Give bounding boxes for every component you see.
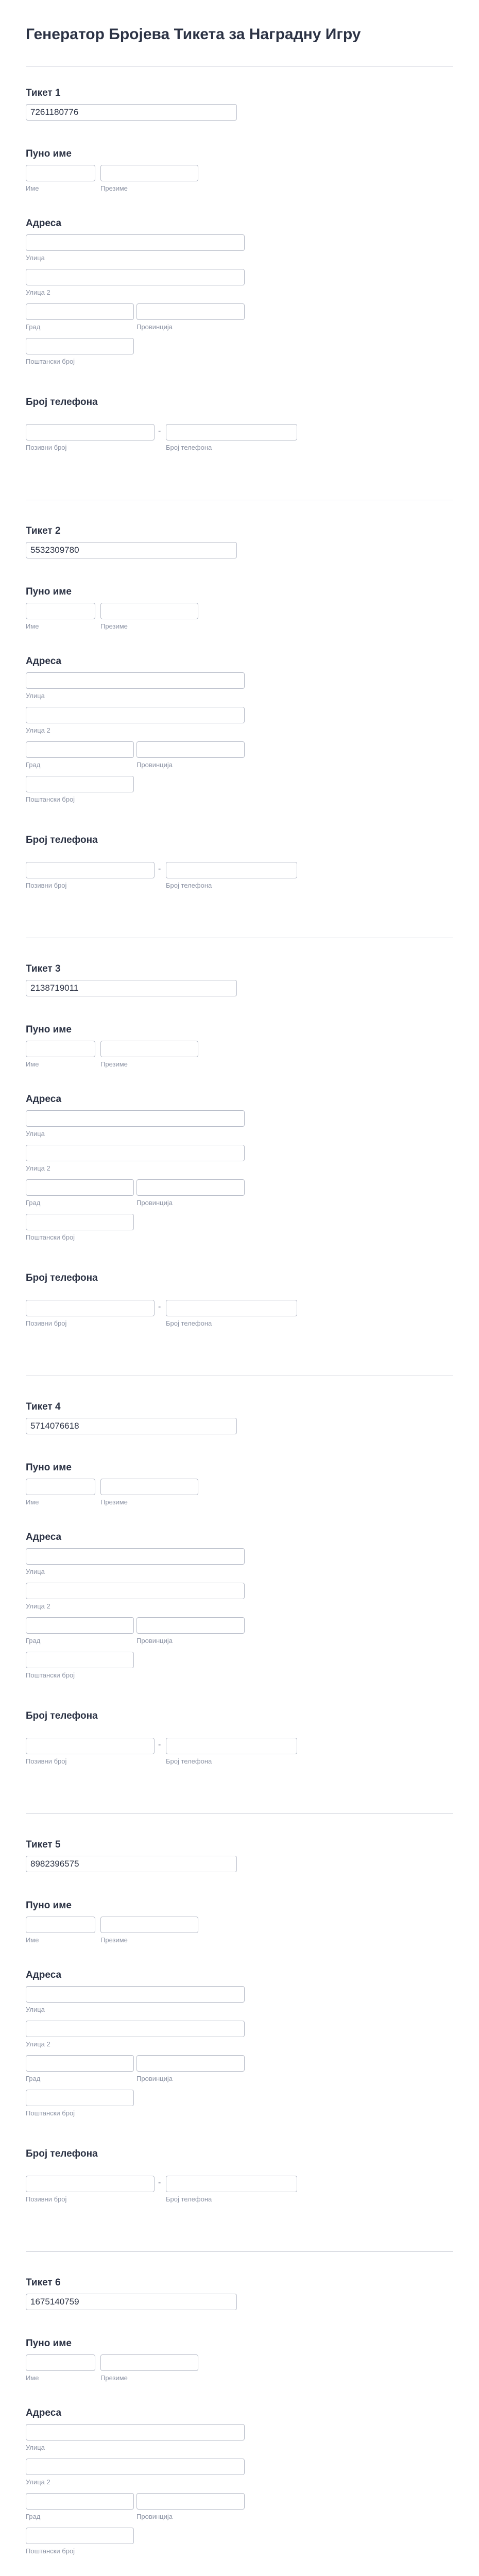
phone-label: Број телефона xyxy=(26,835,98,845)
first-name-input[interactable] xyxy=(26,1479,95,1495)
city-sublabel: Град xyxy=(26,2513,41,2520)
first-name-sublabel: Име xyxy=(26,184,39,192)
city-input[interactable] xyxy=(26,303,134,320)
street-sublabel: Улица xyxy=(26,1130,45,1138)
last-name-sublabel: Презиме xyxy=(100,1060,128,1068)
ticket-section-6 xyxy=(26,2257,453,2576)
postal-code-input[interactable] xyxy=(26,776,134,792)
first-name-sublabel: Име xyxy=(26,2374,39,2382)
phone-number-sublabel: Број телефона xyxy=(166,2195,212,2203)
phone-label: Број телефона xyxy=(26,1710,98,1721)
street2-sublabel: Улица 2 xyxy=(26,1164,50,1172)
province-sublabel: Провинција xyxy=(136,2513,173,2520)
province-input[interactable] xyxy=(136,741,245,758)
street-input[interactable] xyxy=(26,1110,245,1127)
last-name-sublabel: Презиме xyxy=(100,622,128,630)
ticket-label: Тикет 5 xyxy=(26,1839,61,1850)
city-input[interactable] xyxy=(26,2055,134,2072)
postal-code-input[interactable] xyxy=(26,1214,134,1230)
city-input[interactable] xyxy=(26,1617,134,1634)
postal-code-sublabel: Поштански број xyxy=(26,1233,75,1241)
last-name-input[interactable] xyxy=(100,603,198,619)
ticket-number-input[interactable] xyxy=(26,2294,237,2310)
ticket-number-input[interactable] xyxy=(26,980,237,996)
last-name-input[interactable] xyxy=(100,1479,198,1495)
area-code-input[interactable] xyxy=(26,2176,155,2192)
postal-code-sublabel: Поштански број xyxy=(26,2109,75,2117)
phone-label: Број телефона xyxy=(26,2148,98,2159)
area-code-sublabel: Позивни број xyxy=(26,1319,67,1327)
address-label: Адреса xyxy=(26,1532,62,1543)
city-input[interactable] xyxy=(26,2493,134,2510)
phone-number-input[interactable] xyxy=(166,2176,297,2192)
first-name-input[interactable] xyxy=(26,1041,95,1057)
ticket-section-1 xyxy=(26,67,453,505)
ticket-label: Тикет 4 xyxy=(26,1401,61,1412)
phone-dash: - xyxy=(158,1740,161,1749)
address-label: Адреса xyxy=(26,656,62,667)
province-input[interactable] xyxy=(136,2493,245,2510)
last-name-sublabel: Презиме xyxy=(100,2374,128,2382)
ticket-section-4 xyxy=(26,1381,453,1819)
street-input[interactable] xyxy=(26,2424,245,2441)
phone-label: Број телефона xyxy=(26,1273,98,1283)
area-code-input[interactable] xyxy=(26,424,155,440)
province-input[interactable] xyxy=(136,1617,245,1634)
ticket-label: Тикет 3 xyxy=(26,963,61,974)
first-name-sublabel: Име xyxy=(26,1498,39,1506)
city-sublabel: Град xyxy=(26,2075,41,2082)
last-name-input[interactable] xyxy=(100,1917,198,1933)
ticket-section-3 xyxy=(26,943,453,1381)
ticket-label: Тикет 2 xyxy=(26,526,61,536)
province-sublabel: Провинција xyxy=(136,761,173,769)
province-input[interactable] xyxy=(136,2055,245,2072)
first-name-sublabel: Име xyxy=(26,1060,39,1068)
street-sublabel: Улица xyxy=(26,1568,45,1575)
street-sublabel: Улица xyxy=(26,692,45,700)
phone-dash: - xyxy=(158,2178,161,2187)
ticket-number-input[interactable] xyxy=(26,1418,237,1434)
ticket-number-input[interactable] xyxy=(26,1856,237,1872)
full-name-label: Пуно име xyxy=(26,1900,72,1911)
street2-input[interactable] xyxy=(26,269,245,285)
area-code-sublabel: Позивни број xyxy=(26,882,67,889)
province-input[interactable] xyxy=(136,1179,245,1196)
first-name-input[interactable] xyxy=(26,2354,95,2371)
province-sublabel: Провинција xyxy=(136,2075,173,2082)
street-input[interactable] xyxy=(26,1548,245,1565)
city-sublabel: Град xyxy=(26,323,41,331)
street-input[interactable] xyxy=(26,1986,245,2003)
first-name-sublabel: Име xyxy=(26,622,39,630)
street2-input[interactable] xyxy=(26,2021,245,2037)
address-label: Адреса xyxy=(26,2408,62,2418)
address-label: Адреса xyxy=(26,1970,62,1980)
phone-dash: - xyxy=(158,1302,161,1311)
area-code-input[interactable] xyxy=(26,1300,155,1316)
address-label: Адреса xyxy=(26,218,62,229)
last-name-sublabel: Презиме xyxy=(100,184,128,192)
street-sublabel: Улица xyxy=(26,2444,45,2451)
phone-number-sublabel: Број телефона xyxy=(166,882,212,889)
phone-label: Број телефона xyxy=(26,397,98,408)
phone-number-sublabel: Број телефона xyxy=(166,1757,212,1765)
postal-code-sublabel: Поштански број xyxy=(26,358,75,365)
last-name-input[interactable] xyxy=(100,1041,198,1057)
full-name-label: Пуно име xyxy=(26,1462,72,1473)
phone-number-sublabel: Број телефона xyxy=(166,1319,212,1327)
first-name-sublabel: Име xyxy=(26,1936,39,1944)
ticket-label: Тикет 1 xyxy=(26,88,61,98)
city-input[interactable] xyxy=(26,1179,134,1196)
street2-sublabel: Улица 2 xyxy=(26,289,50,296)
phone-dash: - xyxy=(158,865,161,873)
last-name-sublabel: Презиме xyxy=(100,1936,128,1944)
postal-code-sublabel: Поштански број xyxy=(26,1671,75,1679)
area-code-input[interactable] xyxy=(26,862,155,878)
street2-input[interactable] xyxy=(26,707,245,723)
phone-dash: - xyxy=(158,427,161,435)
street2-sublabel: Улица 2 xyxy=(26,2040,50,2048)
area-code-sublabel: Позивни број xyxy=(26,444,67,451)
city-input[interactable] xyxy=(26,741,134,758)
ticket-section-5 xyxy=(26,1819,453,2257)
postal-code-sublabel: Поштански број xyxy=(26,795,75,803)
last-name-input[interactable] xyxy=(100,165,198,181)
area-code-input[interactable] xyxy=(26,1738,155,1754)
street-sublabel: Улица xyxy=(26,254,45,262)
ticket-number-input[interactable] xyxy=(26,104,237,121)
phone-number-input[interactable] xyxy=(166,1738,297,1754)
first-name-input[interactable] xyxy=(26,165,95,181)
city-sublabel: Град xyxy=(26,1199,41,1207)
ticket-label: Тикет 6 xyxy=(26,2277,61,2288)
ticket-section-2 xyxy=(26,505,453,943)
full-name-label: Пуно име xyxy=(26,148,72,159)
full-name-label: Пуно име xyxy=(26,1024,72,1035)
city-sublabel: Град xyxy=(26,1637,41,1645)
postal-code-input[interactable] xyxy=(26,2090,134,2106)
postal-code-input[interactable] xyxy=(26,2528,134,2544)
area-code-sublabel: Позивни број xyxy=(26,2195,67,2203)
province-sublabel: Провинција xyxy=(136,1199,173,1207)
street2-input[interactable] xyxy=(26,1145,245,1161)
area-code-sublabel: Позивни број xyxy=(26,1757,67,1765)
province-sublabel: Провинција xyxy=(136,1637,173,1645)
full-name-label: Пуно име xyxy=(26,586,72,597)
street2-sublabel: Улица 2 xyxy=(26,726,50,734)
phone-number-input[interactable] xyxy=(166,424,297,440)
province-sublabel: Провинција xyxy=(136,323,173,331)
phone-number-input[interactable] xyxy=(166,1300,297,1316)
province-input[interactable] xyxy=(136,303,245,320)
street2-sublabel: Улица 2 xyxy=(26,2478,50,2486)
street2-input[interactable] xyxy=(26,1583,245,1599)
street-sublabel: Улица xyxy=(26,2006,45,2013)
form-title: Генератор Бројева Тикета за Наградну Игру xyxy=(26,26,361,43)
postal-code-input[interactable] xyxy=(26,1652,134,1668)
first-name-input[interactable] xyxy=(26,603,95,619)
address-label: Адреса xyxy=(26,1094,62,1105)
last-name-sublabel: Презиме xyxy=(100,1498,128,1506)
street-input[interactable] xyxy=(26,234,245,251)
first-name-input[interactable] xyxy=(26,1917,95,1933)
last-name-input[interactable] xyxy=(100,2354,198,2371)
full-name-label: Пуно име xyxy=(26,2338,72,2349)
street-input[interactable] xyxy=(26,672,245,689)
phone-number-input[interactable] xyxy=(166,862,297,878)
street2-input[interactable] xyxy=(26,2459,245,2475)
postal-code-sublabel: Поштански број xyxy=(26,2547,75,2555)
ticket-number-input[interactable] xyxy=(26,542,237,558)
street2-sublabel: Улица 2 xyxy=(26,1602,50,1610)
city-sublabel: Град xyxy=(26,761,41,769)
postal-code-input[interactable] xyxy=(26,338,134,354)
section-divider xyxy=(26,2251,453,2252)
phone-number-sublabel: Број телефона xyxy=(166,444,212,451)
